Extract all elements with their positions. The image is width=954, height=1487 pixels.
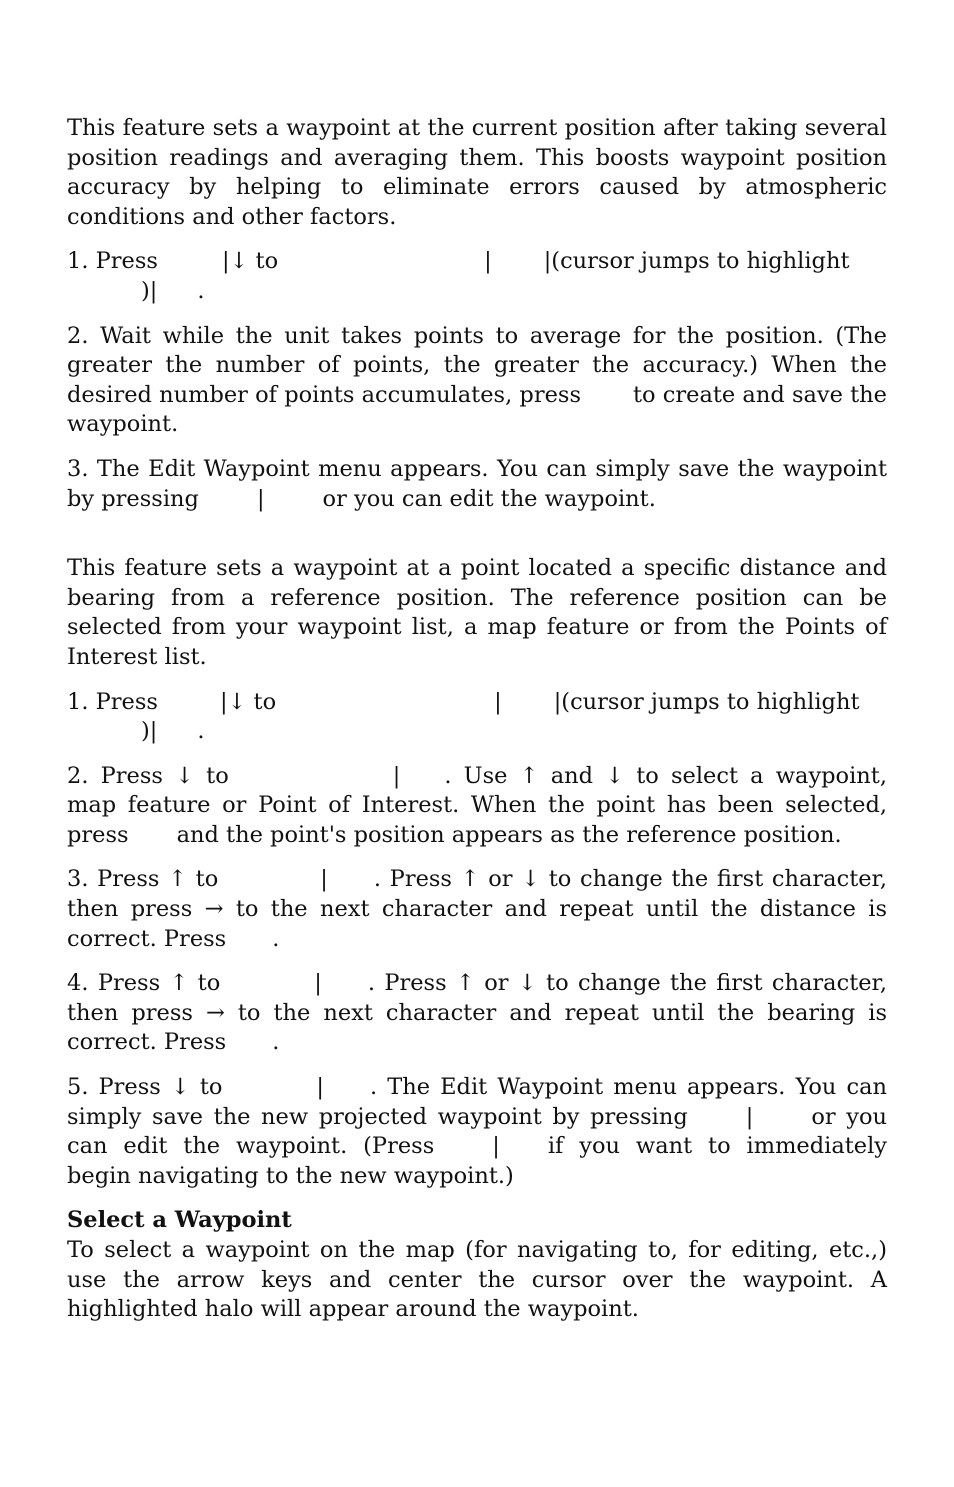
step-text: |	[492, 1133, 500, 1160]
step-text: or you can edit the waypoint. (Press	[67, 1103, 888, 1160]
step-text: . Press ↑ or ↓ to change the first character, then press → to the next character and repeat until the bearing is correct. Press	[67, 970, 887, 1056]
section1-step2	[67, 322, 887, 440]
step-text: to create and save the waypoint.	[67, 381, 887, 438]
step-text: 1. Press	[67, 248, 158, 275]
section2-intro: This feature sets a waypoint at a point located a specific distance and bearing from a reference position. The reference position can be selected from your waypoint list, a map feature or from the Points of Interest list.	[67, 555, 887, 670]
step-text: |	[256, 485, 265, 512]
section2-step4	[67, 969, 887, 1058]
step-text: 3. The Edit Waypoint menu appears. You can simply save the waypoint by pressing	[67, 455, 887, 512]
step-text: or you can edit the waypoint.	[322, 485, 656, 512]
step-text: .	[272, 1029, 280, 1056]
step-text: |	[314, 970, 322, 997]
step-text: )|	[141, 718, 158, 745]
step-text: . Use ↑ and ↓ to select a waypoint, map feature or Point of Interest. When the point has been selected, press	[67, 762, 887, 848]
select-waypoint-heading: Select a Waypoint	[67, 1207, 292, 1234]
step-text: 1. Press	[67, 688, 158, 715]
step-text: )|	[141, 277, 158, 304]
section2-step3	[67, 865, 887, 954]
step-text: and the point's position appears as the reference position.	[176, 821, 842, 848]
step-text: |	[745, 1103, 754, 1130]
step-text: 2. Press ↓ to	[67, 762, 229, 789]
section1-intro: This feature sets a waypoint at the current position after taking several position readings and averaging them. This boosts waypoint position accuracy by helping to eliminate errors caused by atmospheric conditions and other factors.	[67, 115, 887, 230]
section1-step3	[67, 455, 887, 514]
step-text: .	[272, 925, 280, 952]
step-text: .	[197, 718, 205, 745]
step-text: |	[494, 688, 502, 715]
step-text: 3. Press ↑ to	[67, 866, 219, 893]
step-text: .	[197, 277, 205, 304]
step-text: |	[320, 866, 328, 893]
step-text: |	[392, 762, 401, 789]
step-text: 4. Press ↑ to	[67, 970, 221, 997]
step-text: if you want to immediately begin navigating to the new waypoint.)	[67, 1133, 888, 1189]
step-text: |	[316, 1074, 325, 1101]
step-text: |↓ to	[219, 688, 277, 715]
section2-step5	[67, 1073, 887, 1191]
step-text: |(cursor jumps to highlight	[543, 248, 850, 275]
step-text: . The Edit Waypoint menu appears. You can simply save the new projected waypoint by pressing	[67, 1074, 887, 1130]
step-text: |	[484, 248, 492, 275]
step-text: . Press ↑ or ↓ to change the first character, then press → to the next character and repeat until the distance is correct. Press	[67, 866, 887, 952]
section2-step2	[67, 762, 887, 851]
step-text: 5. Press ↓ to	[67, 1074, 223, 1101]
step-text: |(cursor jumps to highlight	[553, 688, 860, 715]
step-text: 2. Wait while the unit takes points to average for the position. (The greater the number of points, the greater the accuracy.) When the desired number of points accumulates, press	[67, 322, 887, 408]
manual-page	[67, 114, 887, 1325]
select-waypoint-body: To select a waypoint on the map (for navigating to, for editing, etc.,) use the arrow keys and center the cursor over the waypoint. A highlighted halo will appear around the waypoint.	[67, 1237, 887, 1323]
step-text: |↓ to	[221, 248, 279, 275]
section2-step1	[67, 688, 887, 747]
section1-step1	[67, 247, 887, 306]
